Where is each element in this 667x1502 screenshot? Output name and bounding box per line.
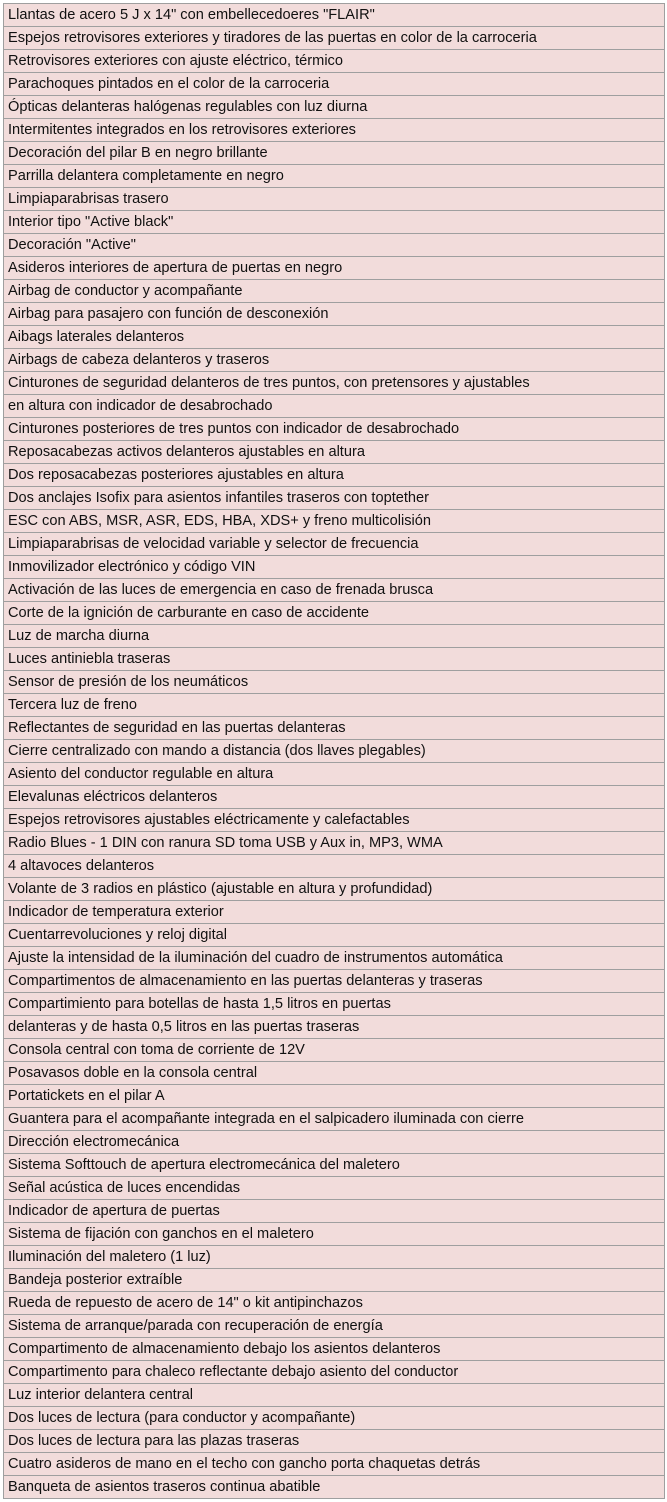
table-cell: Decoración "Active" [8,237,136,253]
table-cell: Corte de la ignición de carburante en caso de accidente [8,605,370,621]
table-row [4,1315,664,1338]
table-cell: Parrilla delantera completamente en negro [8,168,284,184]
table-cell: Inmovilizador electrónico y código VIN [8,559,256,575]
table-row [4,349,664,372]
table-cell: Decoración del pilar B en negro brillante [8,145,268,161]
table-row [4,786,664,809]
table-cell: Airbag de conductor y acompañante [8,283,243,299]
table-row [4,1269,664,1292]
table-cell: delanteras y de hasta 0,5 litros en las puertas traseras [8,1019,360,1035]
table-row [4,1154,664,1177]
table-cell: Sistema de arranque/parada con recuperación de energía [8,1318,383,1334]
table-cell: Interior tipo "Active black" [8,214,174,230]
table-cell: Bandeja posterior extraíble [8,1272,183,1288]
table-cell: Luz interior delantera central [8,1387,193,1403]
table-row [4,280,664,303]
table-row [4,878,664,901]
table-cell: Dirección electromecánica [8,1134,180,1150]
table-row [4,740,664,763]
table-row [4,1200,664,1223]
table-cell: Cinturones de seguridad delanteros de tres puntos, con pretensores y ajustables [8,375,530,391]
table-row [4,1016,664,1039]
table-row [4,441,664,464]
table-row [4,533,664,556]
table-cell: Espejos retrovisores exteriores y tiradores de las puertas en color de la carroceria [8,30,537,46]
table-row [4,1223,664,1246]
table-cell: Cuentarrevoluciones y reloj digital [8,927,228,943]
table-cell: Posavasos doble en la consola central [8,1065,258,1081]
table-cell: Cierre centralizado con mando a distancia (dos llaves plegables) [8,743,426,759]
table-row [4,694,664,717]
table-cell: Iluminación del maletero (1 luz) [8,1249,211,1265]
table-cell: Guantera para el acompañante integrada en el salpicadero iluminada con cierre [8,1111,524,1127]
equipment-table [3,3,665,1499]
table-row [4,970,664,993]
table-cell: Dos luces de lectura para las plazas traseras [8,1433,300,1449]
table-cell: Limpiaparabrisas trasero [8,191,169,207]
table-row [4,1361,664,1384]
table-cell: Luces antiniebla traseras [8,651,171,667]
table-row [4,1085,664,1108]
table-row [4,119,664,142]
table-row [4,924,664,947]
table-cell: Radio Blues - 1 DIN con ranura SD toma USB y Aux in, MP3, WMA [8,835,443,851]
table-row [4,648,664,671]
table-row [4,257,664,280]
table-cell: Aibags laterales delanteros [8,329,185,345]
table-row [4,303,664,326]
table-row [4,832,664,855]
table-row [4,1338,664,1361]
table-cell: Consola central con toma de corriente de 12V [8,1042,305,1058]
table-row [4,27,664,50]
table-cell: Airbags de cabeza delanteros y traseros [8,352,270,368]
table-cell: Parachoques pintados en el color de la carroceria [8,76,330,92]
table-cell: Portatickets en el pilar A [8,1088,165,1104]
table-row [4,4,664,27]
table-row [4,464,664,487]
table-row [4,142,664,165]
table-row [4,165,664,188]
table-row [4,188,664,211]
table-row [4,1039,664,1062]
table-row [4,855,664,878]
table-row [4,1430,664,1453]
table-row [4,487,664,510]
table-row [4,901,664,924]
table-cell: Ajuste la intensidad de la iluminación del cuadro de instrumentos automática [8,950,503,966]
table-cell: 4 altavoces delanteros [8,858,155,874]
table-row [4,96,664,119]
table-cell: en altura con indicador de desabrochado [8,398,273,414]
table-cell: Tercera luz de freno [8,697,137,713]
table-row [4,1131,664,1154]
table-cell: Sistema de fijación con ganchos en el maletero [8,1226,314,1242]
table-cell: Intermitentes integrados en los retrovisores exteriores [8,122,356,138]
table-row [4,1062,664,1085]
table-cell: Cinturones posteriores de tres puntos con indicador de desabrochado [8,421,460,437]
table-row [4,510,664,533]
table-cell: Compartimento de almacenamiento debajo los asientos delanteros [8,1341,441,1357]
table-row [4,326,664,349]
table-row [4,234,664,257]
table-row [4,947,664,970]
table-cell: Reposacabezas activos delanteros ajustables en altura [8,444,365,460]
table-row [4,1476,664,1499]
table-row [4,717,664,740]
table-cell: Cuatro asideros de mano en el techo con gancho porta chaquetas detrás [8,1456,481,1472]
table-row [4,1292,664,1315]
table-cell: Banqueta de asientos traseros continua abatible [8,1479,321,1495]
table-row [4,602,664,625]
table-cell: Indicador de apertura de puertas [8,1203,220,1219]
table-row [4,993,664,1016]
table-row [4,579,664,602]
table-cell: Volante de 3 radios en plástico (ajustable en altura y profundidad) [8,881,433,897]
table-row [4,418,664,441]
table-cell: Compartimento para chaleco reflectante debajo asiento del conductor [8,1364,459,1380]
table-cell: Asideros interiores de apertura de puertas en negro [8,260,343,276]
table-row [4,50,664,73]
table-cell: Dos reposacabezas posteriores ajustables en altura [8,467,344,483]
table-row [4,556,664,579]
table-cell: Airbag para pasajero con función de desconexión [8,306,329,322]
table-cell: Elevalunas eléctricos delanteros [8,789,218,805]
table-row [4,671,664,694]
table-row [4,211,664,234]
table-cell: Indicador de temperatura exterior [8,904,224,920]
table-row [4,1177,664,1200]
table-row [4,763,664,786]
table-cell: Rueda de repuesto de acero de 14" o kit antipinchazos [8,1295,363,1311]
table-cell: Dos anclajes Isofix para asientos infantiles traseros con toptether [8,490,430,506]
table-cell: Sistema Softtouch de apertura electromecánica del maletero [8,1157,400,1173]
table-cell: Luz de marcha diurna [8,628,150,644]
table-cell: Activación de las luces de emergencia en caso de frenada brusca [8,582,434,598]
table-cell: ESC con ABS, MSR, ASR, EDS, HBA, XDS+ y freno multicolisión [8,513,431,529]
table-row [4,372,664,395]
table-cell: Espejos retrovisores ajustables eléctricamente y calefactables [8,812,410,828]
table-cell: Retrovisores exteriores con ajuste eléctrico, térmico [8,53,343,69]
table-row [4,1407,664,1430]
table-cell: Ópticas delanteras halógenas regulables con luz diurna [8,99,368,115]
table-cell: Sensor de presión de los neumáticos [8,674,249,690]
table-cell: Llantas de acero 5 J x 14" con embellecedoeres "FLAIR" [8,7,375,23]
table-row [4,1108,664,1131]
table-row [4,809,664,832]
table-row [4,1453,664,1476]
table-cell: Dos luces de lectura (para conductor y acompañante) [8,1410,356,1426]
table-cell: Señal acústica de luces encendidas [8,1180,241,1196]
table-row [4,73,664,96]
table-row [4,1384,664,1407]
table-row [4,625,664,648]
table-cell: Reflectantes de seguridad en las puertas delanteras [8,720,346,736]
table-cell: Asiento del conductor regulable en altura [8,766,274,782]
table-cell: Limpiaparabrisas de velocidad variable y selector de frecuencia [8,536,419,552]
table-row [4,395,664,418]
table-cell: Compartimentos de almacenamiento en las puertas delanteras y traseras [8,973,483,989]
table-cell: Compartimiento para botellas de hasta 1,5 litros en puertas [8,996,391,1012]
table-row [4,1246,664,1269]
